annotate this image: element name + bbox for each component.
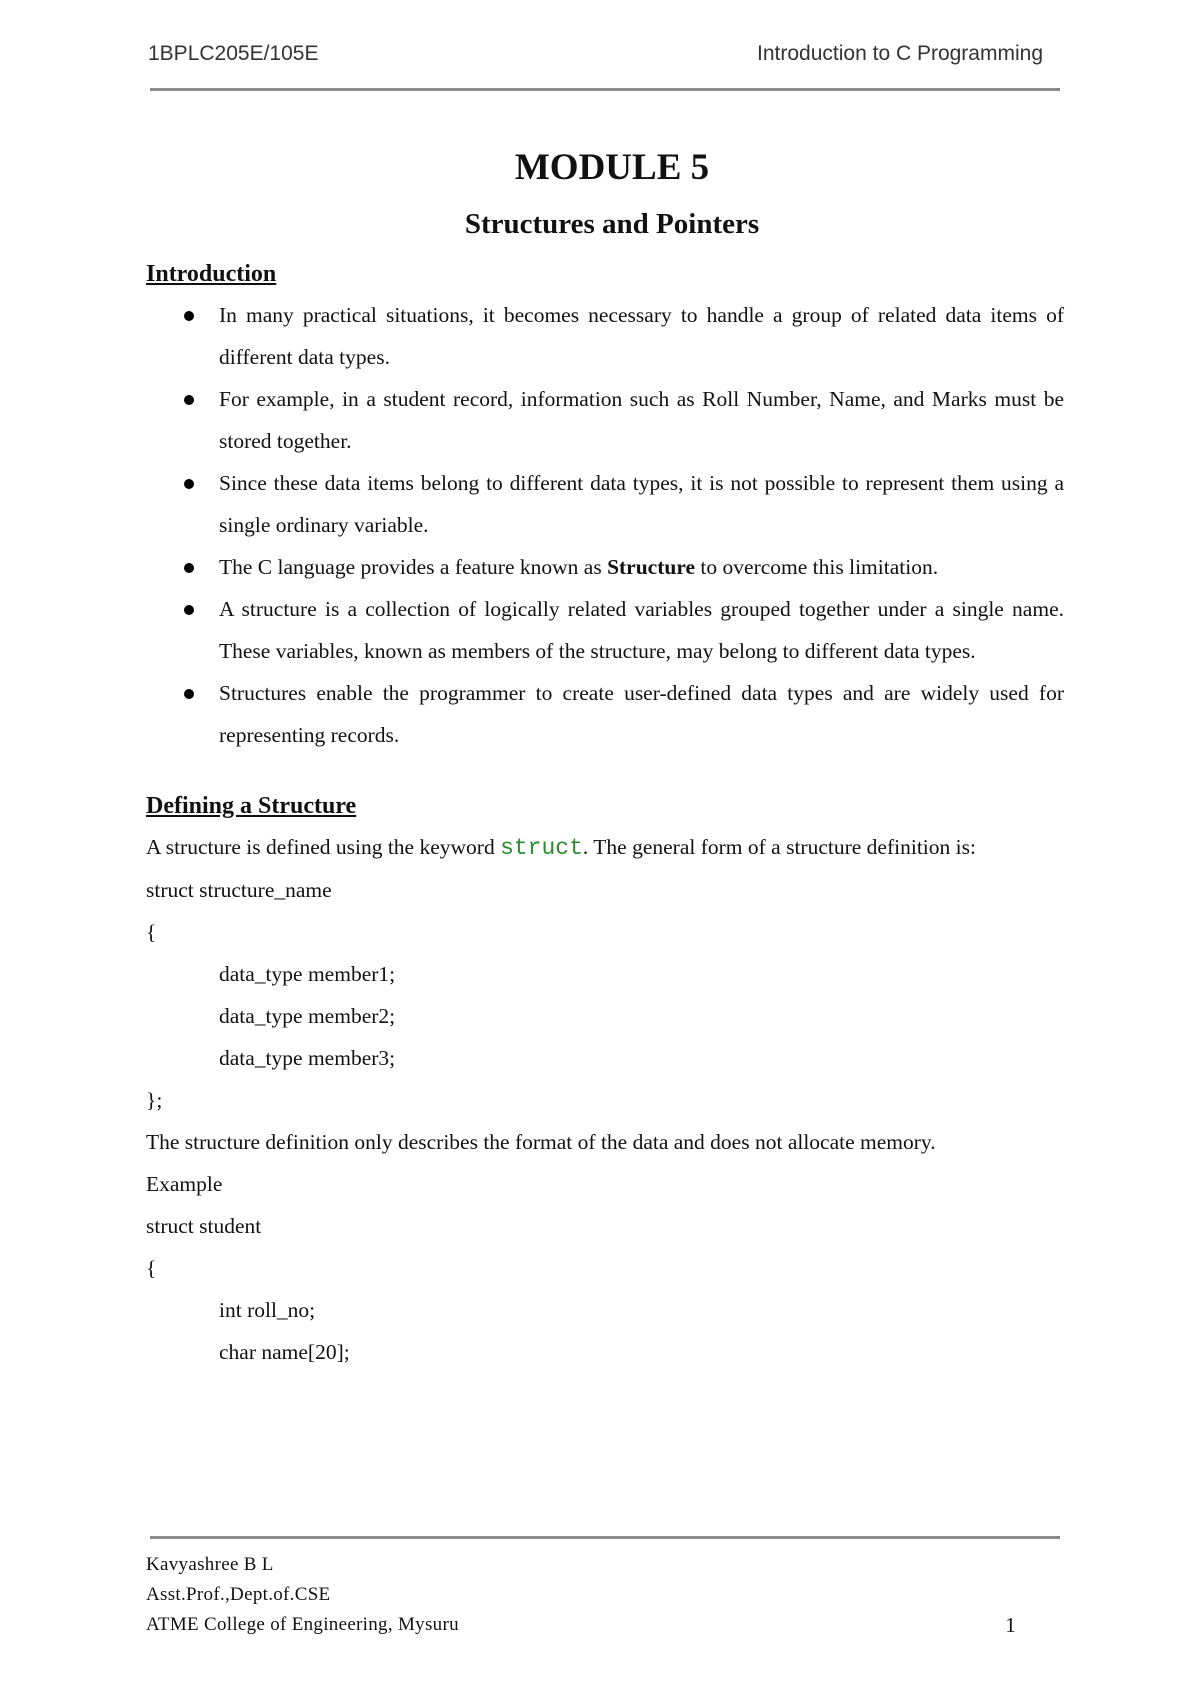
bullet-item xyxy=(146,672,1064,756)
general-form-line: data_type member3; xyxy=(219,1046,396,1070)
bullet-bold-term: Structure xyxy=(607,555,696,579)
intro-text-before: A structure is defined using the keyword xyxy=(146,835,501,859)
bullet-text: In many practical situations, it becomes necessary to handle a group of related data items of different data types. xyxy=(219,303,1064,369)
struct-keyword: struct xyxy=(500,835,583,861)
module-subtitle: Structures and Pointers xyxy=(464,208,760,240)
section-heading-defining-structure: Defining a Structure xyxy=(146,793,357,819)
bullet-item xyxy=(146,462,1064,546)
section-heading-introduction: Introduction xyxy=(146,261,277,287)
bullet-item xyxy=(146,294,1064,378)
page-number: 1 xyxy=(1005,1613,1016,1637)
example-code-line: { xyxy=(146,1256,157,1280)
bullet-text: Structures enable the programmer to create user-defined data types and are widely used for representing records. xyxy=(219,681,1064,747)
general-form-line: struct structure_name xyxy=(146,878,332,902)
footer-institution: ATME College of Engineering, Mysuru xyxy=(146,1614,459,1635)
memory-note: The structure definition only describes the format of the data and does not allocate memory. xyxy=(146,1130,936,1154)
example-code-line: int roll_no; xyxy=(219,1298,316,1322)
general-form-line: }; xyxy=(146,1088,163,1112)
bullet-text: For example, in a student record, information such as Roll Number, Name, and Marks must be stored together. xyxy=(219,387,1064,453)
defining-intro-paragraph xyxy=(146,826,1064,869)
introduction-bullet-list xyxy=(146,294,1064,756)
bullet-text: Since these data items belong to different data types, it is not possible to represent them using a single ordinary variable. xyxy=(219,471,1064,537)
page-header xyxy=(148,42,1043,72)
bullet-item xyxy=(146,588,1064,672)
page-footer xyxy=(146,1550,1016,1640)
page-body xyxy=(146,140,1064,1373)
bullet-dot-icon xyxy=(184,311,194,321)
general-form-line: data_type member2; xyxy=(219,1004,396,1028)
example-code-line: char name[20]; xyxy=(219,1340,350,1364)
bullet-dot-icon xyxy=(184,479,194,489)
bullet-dot-icon xyxy=(184,395,194,405)
bullet-text-after: to overcome this limitation. xyxy=(695,555,939,579)
header-divider xyxy=(150,88,1060,91)
bullet-text-before: The C language provides a feature known as xyxy=(219,555,608,579)
bullet-text: A structure is a collection of logically related variables grouped together under a single name. These variables, known as members of the structure, may belong to different data types. xyxy=(219,597,1064,663)
bullet-item xyxy=(146,546,1064,588)
course-title: Introduction to C Programming xyxy=(757,42,1043,65)
example-label: Example xyxy=(146,1172,223,1196)
general-form-line: { xyxy=(146,920,157,944)
bullet-item xyxy=(146,378,1064,462)
footer-author: Kavyashree B L xyxy=(146,1554,274,1575)
footer-designation: Asst.Prof.,Dept.of.CSE xyxy=(146,1584,331,1605)
bullet-dot-icon xyxy=(184,689,194,699)
bullet-dot-icon xyxy=(184,605,194,615)
bullet-dot-icon xyxy=(184,563,194,573)
course-code: 1BPLC205E/105E xyxy=(148,42,319,65)
footer-divider xyxy=(150,1536,1060,1539)
example-code-line: struct student xyxy=(146,1214,262,1238)
module-title: MODULE 5 xyxy=(514,147,710,188)
intro-text-after: . The general form of a structure definition is: xyxy=(582,835,976,859)
general-form-line: data_type member1; xyxy=(219,962,396,986)
